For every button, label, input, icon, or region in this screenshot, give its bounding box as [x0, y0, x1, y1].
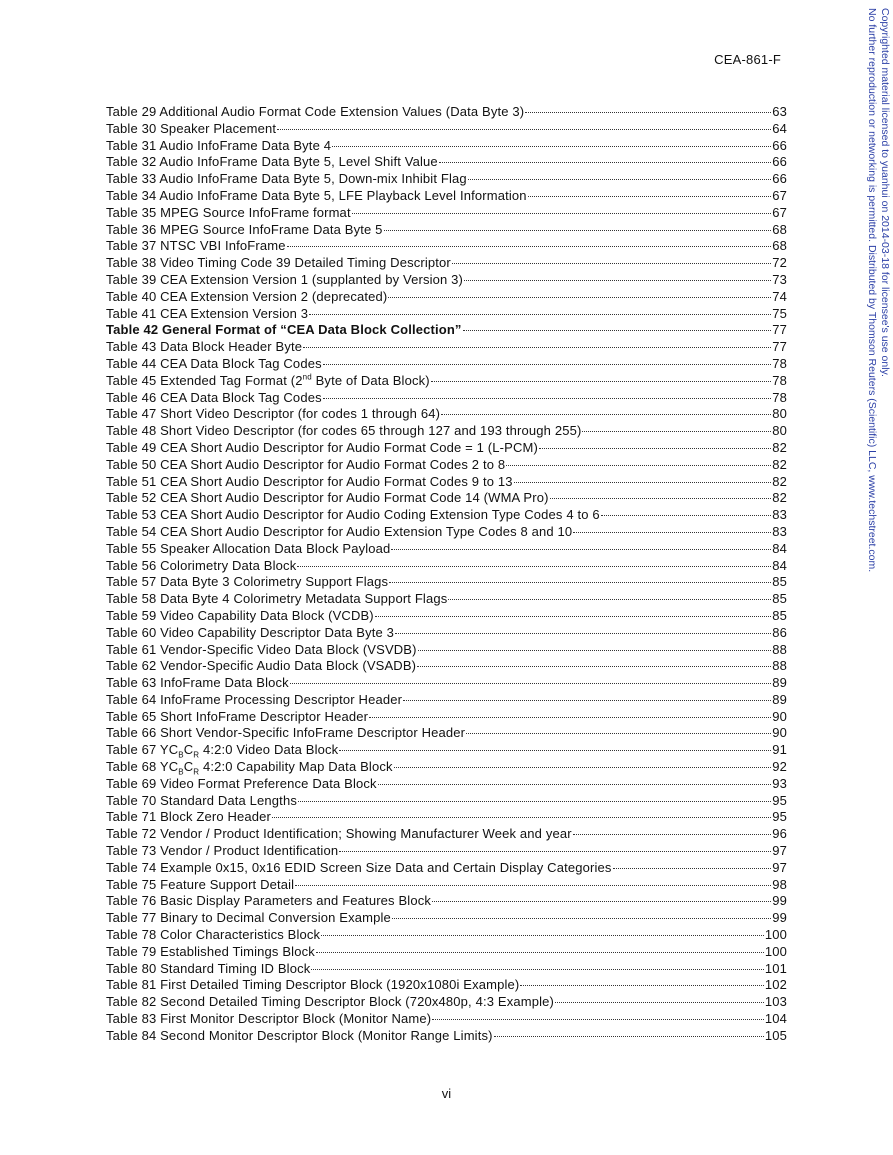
toc-entry-title: Table 80 Standard Timing ID Block	[106, 960, 311, 976]
toc-dot-leader	[392, 918, 771, 919]
toc-entry-page-number: 74	[772, 288, 787, 304]
toc-entry-title: Table 31 Audio InfoFrame Data Byte 4	[106, 137, 332, 153]
toc-entry[interactable]	[106, 205, 787, 222]
toc-entry-title: Table 82 Second Detailed Timing Descriptor Block (720x480p, 4:3 Example)	[106, 994, 554, 1010]
toc-dot-leader	[506, 465, 771, 466]
toc-entry[interactable]	[106, 339, 787, 356]
toc-entry-title: Table 57 Data Byte 3 Colorimetry Support Flags	[106, 574, 389, 590]
toc-entry-page-number: 99	[772, 910, 787, 926]
toc-entry-title: Table 65 Short InfoFrame Descriptor Header	[106, 708, 369, 724]
toc-dot-leader	[339, 750, 771, 751]
toc-entry-title: Table 76 Basic Display Parameters and Features Block	[106, 893, 432, 909]
toc-entry-title: Table 78 Color Characteristics Block	[106, 927, 321, 943]
toc-entry-page-number: 88	[772, 658, 787, 674]
toc-entry[interactable]	[106, 574, 787, 591]
toc-entry-page-number: 95	[772, 792, 787, 808]
toc-entry-title: Table 36 MPEG Source InfoFrame Data Byte 5	[106, 221, 383, 237]
toc-entry[interactable]	[106, 776, 787, 793]
toc-entry[interactable]	[106, 121, 787, 138]
toc-entry-page-number: 66	[772, 137, 787, 153]
toc-entry-page-number: 91	[772, 742, 787, 758]
toc-entry[interactable]	[106, 927, 787, 944]
toc-dot-leader	[375, 616, 771, 617]
toc-entry-title: Table 46 CEA Data Block Tag Codes	[106, 389, 322, 405]
toc-entry[interactable]	[106, 238, 787, 255]
toc-entry-page-number: 84	[772, 540, 787, 556]
toc-entry[interactable]	[106, 104, 787, 121]
toc-entry[interactable]	[106, 423, 787, 440]
toc-entry-page-number: 82	[772, 439, 787, 455]
toc-entry-page-number: 77	[772, 322, 787, 338]
toc-entry-title: Table 34 Audio InfoFrame Data Byte 5, LFE Playback Level Information	[106, 187, 527, 203]
toc-entry-title: Table 53 CEA Short Audio Descriptor for Audio Coding Extension Type Codes 4 to 6	[106, 507, 600, 523]
toc-entry-title: Table 63 InfoFrame Data Block	[106, 675, 289, 691]
toc-entry-title: Table 44 CEA Data Block Tag Codes	[106, 355, 322, 371]
toc-dot-leader	[297, 566, 771, 567]
toc-entry-page-number: 85	[772, 591, 787, 607]
toc-entry[interactable]	[106, 793, 787, 810]
toc-entry-title: Table 29 Additional Audio Format Code Extension Values (Data Byte 3)	[106, 104, 525, 119]
toc-entry-page-number: 67	[772, 187, 787, 203]
toc-entry-page-number: 104	[764, 1011, 787, 1027]
toc-entry[interactable]	[106, 306, 787, 323]
toc-entry-page-number: 97	[772, 843, 787, 859]
toc-dot-leader	[573, 834, 772, 835]
toc-entry-page-number: 105	[764, 1027, 787, 1043]
toc-entry-page-number: 103	[764, 994, 787, 1010]
toc-dot-leader	[494, 1036, 764, 1037]
toc-dot-leader	[389, 582, 771, 583]
toc-entry[interactable]	[106, 591, 787, 608]
toc-entry-page-number: 72	[772, 255, 787, 271]
toc-entry-title: Table 68 $YC_BC_R$ 4:2:0 Capability Map Data Block	[106, 759, 393, 777]
toc-entry[interactable]	[106, 625, 787, 642]
toc-entry-page-number: 97	[772, 859, 787, 875]
toc-dot-leader	[431, 381, 772, 382]
toc-entry-title: Table 48 Short Video Descriptor (for codes 65 through 127 and 193 through 255)	[106, 423, 582, 439]
watermark-line-1: Copyrighted material licensed to yuanhui on 2014-03-18 for licensee's use only.	[879, 8, 891, 377]
toc-dot-leader	[613, 868, 772, 869]
toc-dot-leader	[432, 901, 771, 902]
toc-entry-page-number: 80	[772, 423, 787, 439]
toc-dot-leader	[384, 230, 772, 231]
toc-entry-page-number: 90	[772, 725, 787, 741]
toc-entry-title: Table 42 General Format of “CEA Data Block Collection”	[106, 322, 462, 338]
toc-entry-page-number: 75	[772, 305, 787, 321]
toc-entry-title: Table 73 Vendor / Product Identification	[106, 843, 339, 859]
toc-entry-title: Table 37 NTSC VBI InfoFrame	[106, 238, 286, 254]
toc-entry-title: Table 54 CEA Short Audio Descriptor for Audio Extension Type Codes 8 and 10	[106, 523, 573, 539]
toc-entry[interactable]	[106, 809, 787, 826]
toc-entry-title: Table 39 CEA Extension Version 1 (supplanted by Version 3)	[106, 271, 464, 287]
toc-dot-leader	[417, 666, 771, 667]
toc-entry-title: Table 66 Short Vendor-Specific InfoFrame Descriptor Header	[106, 725, 466, 741]
toc-dot-leader	[403, 700, 771, 701]
toc-entry-title: Table 70 Standard Data Lengths	[106, 792, 297, 808]
toc-entry-title: Table 32 Audio InfoFrame Data Byte 5, Level Shift Value	[106, 154, 438, 170]
toc-entry[interactable]	[106, 725, 787, 742]
toc-entry-title: Table 45 Extended Tag Format (2nd Byte of Data Block)	[106, 372, 430, 388]
toc-dot-leader	[525, 112, 771, 113]
toc-entry[interactable]	[106, 1011, 787, 1028]
toc-entry[interactable]	[106, 524, 787, 541]
toc-dot-leader	[573, 532, 771, 533]
toc-entry-title: Table 35 MPEG Source InfoFrame format	[106, 204, 351, 220]
toc-entry[interactable]	[106, 742, 787, 759]
toc-dot-leader	[528, 196, 772, 197]
toc-entry[interactable]	[106, 658, 787, 675]
toc-entry-page-number: 101	[764, 960, 787, 976]
toc-entry[interactable]	[106, 608, 787, 625]
toc-dot-leader	[394, 767, 772, 768]
toc-dot-leader	[323, 364, 772, 365]
toc-entry-page-number: 68	[772, 221, 787, 237]
toc-entry[interactable]	[106, 440, 787, 457]
toc-entry[interactable]	[106, 474, 787, 491]
toc-entry[interactable]	[106, 406, 787, 423]
toc-dot-leader	[520, 985, 763, 986]
toc-dot-leader	[550, 498, 772, 499]
toc-dot-leader	[418, 650, 772, 651]
toc-entry[interactable]	[106, 289, 787, 306]
toc-entry[interactable]	[106, 490, 787, 507]
toc-entry-title: Table 75 Feature Support Detail	[106, 876, 295, 892]
toc-entry-title: Table 38 Video Timing Code 39 Detailed Timing Descriptor	[106, 255, 451, 271]
toc-entry-page-number: 85	[772, 574, 787, 590]
toc-entry-title: Table 59 Video Capability Data Block (VCDB)	[106, 607, 374, 623]
toc-entry[interactable]	[106, 171, 787, 188]
toc-entry[interactable]	[106, 877, 787, 894]
toc-entry-page-number: 84	[772, 557, 787, 573]
toc-entry[interactable]	[106, 944, 787, 961]
toc-entry-page-number: 86	[772, 624, 787, 640]
toc-entry-page-number: 85	[772, 607, 787, 623]
toc-entry[interactable]	[106, 272, 787, 289]
page-number-footer: vi	[441, 1086, 452, 1101]
toc-dot-leader	[601, 515, 771, 516]
toc-entry-page-number: 63	[772, 104, 787, 119]
toc-dot-leader	[464, 280, 771, 281]
toc-entry-title: Table 60 Video Capability Descriptor Data Byte 3	[106, 624, 395, 640]
toc-dot-leader	[339, 851, 771, 852]
toc-entry[interactable]	[106, 642, 787, 659]
toc-entry-title: Table 81 First Detailed Timing Descriptor Block (1920x1080i Example)	[106, 977, 520, 993]
toc-entry-page-number: 67	[772, 204, 787, 220]
toc-dot-leader	[369, 717, 771, 718]
toc-entry-page-number: 89	[772, 675, 787, 691]
toc-entry-title: Table 61 Vendor-Specific Video Data Block (VSVDB)	[106, 641, 417, 657]
toc-entry-title: Table 30 Speaker Placement	[106, 120, 277, 136]
toc-dot-leader	[295, 885, 771, 886]
toc-entry-page-number: 96	[772, 826, 787, 842]
toc-entry-title: Table 40 CEA Extension Version 2 (deprecated)	[106, 288, 388, 304]
toc-entry[interactable]	[106, 961, 787, 978]
toc-entry[interactable]	[106, 507, 787, 524]
toc-entry-page-number: 88	[772, 641, 787, 657]
watermark-line-2: No further reproduction or networking is permitted. Distributed by Thomson Reuters (Scientific) LLC, www.techstreet.com.	[866, 8, 879, 573]
toc-entry[interactable]	[106, 843, 787, 860]
toc-dot-leader	[466, 733, 771, 734]
toc-entry[interactable]	[106, 222, 787, 239]
toc-entry-page-number: 68	[772, 238, 787, 254]
toc-entry-page-number: 80	[772, 406, 787, 422]
toc-entry-page-number: 78	[772, 355, 787, 371]
toc-entry-page-number: 66	[772, 171, 787, 187]
toc-entry-title: Table 64 InfoFrame Processing Descriptor Header	[106, 691, 403, 707]
toc-entry[interactable]	[106, 675, 787, 692]
toc-entry-title: Table 79 Established Timings Block	[106, 943, 315, 959]
toc-entry-page-number: 100	[764, 927, 787, 943]
toc-entry-page-number: 83	[772, 523, 787, 539]
toc-entry[interactable]	[106, 826, 787, 843]
toc-entry-title: Table 72 Vendor / Product Identification; Showing Manufacturer Week and year	[106, 826, 572, 842]
toc-dot-leader	[323, 398, 772, 399]
toc-entry-title: Table 49 CEA Short Audio Descriptor for Audio Format Code = 1 (L-PCM)	[106, 439, 538, 455]
toc-entry[interactable]	[106, 977, 787, 994]
toc-entry-title: Table 47 Short Video Descriptor (for codes 1 through 64)	[106, 406, 441, 422]
toc-entry-page-number: 78	[772, 372, 787, 388]
toc-entry-page-number: 73	[772, 271, 787, 287]
toc-entry[interactable]	[106, 558, 787, 575]
toc-dot-leader	[388, 297, 771, 298]
toc-entry-page-number: 100	[764, 943, 787, 959]
toc-entry[interactable]	[106, 709, 787, 726]
toc-entry-page-number: 83	[772, 507, 787, 523]
toc-dot-leader	[378, 784, 772, 785]
document-id-header: CEA-861-F	[714, 52, 781, 67]
toc-entry-page-number: 78	[772, 389, 787, 405]
toc-dot-leader	[298, 801, 771, 802]
toc-dot-leader	[439, 162, 771, 163]
toc-dot-leader	[448, 599, 771, 600]
toc-entry[interactable]	[106, 893, 787, 910]
toc-entry-title: Table 50 CEA Short Audio Descriptor for Audio Format Codes 2 to 8	[106, 456, 506, 472]
toc-entry-title: Table 52 CEA Short Audio Descriptor for Audio Format Code 14 (WMA Pro)	[106, 490, 549, 506]
toc-dot-leader	[303, 347, 771, 348]
toc-entry-title: Table 67 $YC_BC_R$ 4:2:0 Video Data Block	[106, 742, 339, 760]
toc-entry[interactable]	[106, 541, 787, 558]
toc-entry[interactable]	[106, 994, 787, 1011]
toc-entry[interactable]	[106, 138, 787, 155]
toc-dot-leader	[391, 549, 771, 550]
toc-entry-page-number: 82	[772, 490, 787, 506]
toc-entry-title: Table 77 Binary to Decimal Conversion Example	[106, 910, 391, 926]
toc-entry[interactable]	[106, 759, 787, 776]
toc-entry-title: Table 51 CEA Short Audio Descriptor for Audio Format Codes 9 to 13	[106, 473, 513, 489]
toc-entry-title: Table 43 Data Block Header Byte	[106, 339, 303, 355]
toc-entry[interactable]	[106, 154, 787, 171]
toc-dot-leader	[582, 431, 771, 432]
toc-dot-leader	[332, 146, 771, 147]
toc-dot-leader	[287, 246, 772, 247]
toc-dot-leader	[272, 817, 771, 818]
toc-entry[interactable]	[106, 255, 787, 272]
toc-dot-leader	[290, 683, 771, 684]
toc-entry-page-number: 90	[772, 708, 787, 724]
toc-entry-page-number: 102	[764, 977, 787, 993]
toc-entry[interactable]	[106, 390, 787, 407]
toc-entry-title: Table 71 Block Zero Header	[106, 809, 272, 825]
toc-entry-title: Table 41 CEA Extension Version 3	[106, 305, 309, 321]
toc-entry-title: Table 69 Video Format Preference Data Block	[106, 775, 377, 791]
toc-entry[interactable]	[106, 457, 787, 474]
toc-entry[interactable]	[106, 188, 787, 205]
toc-entry-title: Table 56 Colorimetry Data Block	[106, 557, 297, 573]
toc-entry[interactable]	[106, 356, 787, 373]
toc-entry[interactable]	[106, 910, 787, 927]
toc-entry[interactable]	[106, 860, 787, 877]
toc-entry[interactable]	[106, 373, 787, 390]
toc-entry-page-number: 98	[772, 876, 787, 892]
copyright-watermark	[857, 8, 891, 648]
toc-entry-title: Table 83 First Monitor Descriptor Block (Monitor Name)	[106, 1011, 432, 1027]
toc-entry-page-number: 93	[772, 775, 787, 791]
toc-dot-leader	[539, 448, 771, 449]
table-of-contents-list	[106, 104, 787, 1045]
toc-dot-leader	[432, 1019, 764, 1020]
toc-entry-page-number: 95	[772, 809, 787, 825]
toc-entry-title: Table 84 Second Monitor Descriptor Block (Monitor Range Limits)	[106, 1027, 493, 1043]
toc-dot-leader	[555, 1002, 764, 1003]
toc-entry-title: Table 55 Speaker Allocation Data Block Payload	[106, 540, 391, 556]
toc-entry[interactable]	[106, 322, 787, 339]
toc-entry-page-number: 82	[772, 473, 787, 489]
toc-entry-title: Table 33 Audio InfoFrame Data Byte 5, Down-mix Inhibit Flag	[106, 171, 467, 187]
toc-dot-leader	[309, 314, 771, 315]
toc-dot-leader	[514, 482, 772, 483]
toc-entry[interactable]	[106, 692, 787, 709]
toc-entry-page-number: 66	[772, 154, 787, 170]
toc-dot-leader	[311, 969, 763, 970]
toc-entry-page-number: 64	[772, 120, 787, 136]
toc-dot-leader	[277, 129, 771, 130]
toc-entry-title: Table 58 Data Byte 4 Colorimetry Metadata Support Flags	[106, 591, 448, 607]
toc-dot-leader	[352, 213, 772, 214]
toc-entry-page-number: 89	[772, 691, 787, 707]
toc-dot-leader	[452, 263, 771, 264]
toc-entry-page-number: 99	[772, 893, 787, 909]
toc-entry-page-number: 77	[772, 339, 787, 355]
toc-dot-leader	[468, 179, 771, 180]
toc-entry-title: Table 74 Example 0x15, 0x16 EDID Screen Size Data and Certain Display Categories	[106, 859, 612, 875]
toc-dot-leader	[316, 952, 764, 953]
toc-entry-page-number: 82	[772, 456, 787, 472]
toc-dot-leader	[463, 330, 772, 331]
toc-entry-page-number: 92	[772, 759, 787, 775]
toc-entry-title: Table 62 Vendor-Specific Audio Data Block (VSADB)	[106, 658, 417, 674]
toc-dot-leader	[321, 935, 764, 936]
toc-dot-leader	[441, 414, 771, 415]
toc-dot-leader	[395, 633, 771, 634]
toc-entry[interactable]	[106, 1028, 787, 1045]
